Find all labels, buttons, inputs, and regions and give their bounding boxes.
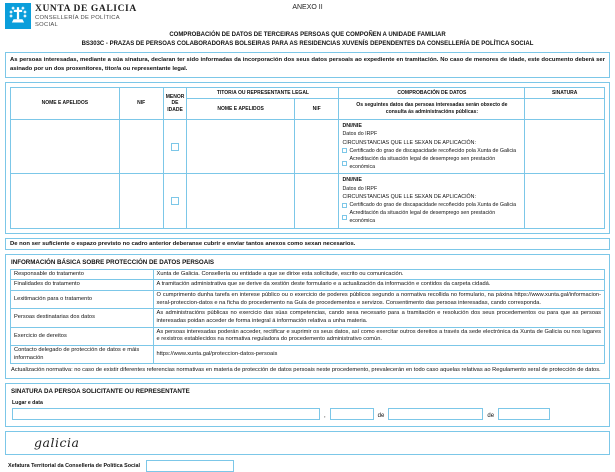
col-header-signature: SINATURA — [525, 88, 605, 99]
protection-row-value: https://www.xunta.gal/proteccion-datos-persoais — [153, 346, 604, 364]
guardian-name-field-row2[interactable] — [187, 174, 295, 228]
overflow-note: De non ser suficiente o espazo previsto no cadro anterior deberanse cubrir e enviar tantos anexos como sexan necesarios. — [5, 238, 610, 250]
protection-row-label: Finalidades do tratamento — [11, 280, 154, 291]
form-title-line2: BS303C - PRAZAS DE PERSOAS COLABORADORAS BOLSEIRAS PARA AS RESIDENCIAS XUVENÍS DEPENDENTES DA CONSELLERÍA DE POLÍTICA SOCIAL — [81, 40, 534, 47]
minor-checkbox-row1[interactable] — [171, 143, 179, 151]
col-header-guardian-group: TITOR/A OU REPRESENTANTE LEGAL — [187, 88, 339, 99]
table-row — [11, 280, 605, 291]
verification-item-irpf: Datos do IRPF — [342, 185, 378, 192]
signature-section-title: SINATURA DA PERSOA SOLICITANTE OU REPRESENTANTE — [11, 387, 190, 395]
xunta-de-galicia-logo-icon — [5, 3, 31, 29]
circumstances-label: CIRCUNSTANCIAS QUE LLE SEXAN DE APLICACIÓN: — [342, 193, 476, 200]
regulation-update-note: Actualización normativa: no caso de existir diferentes referencias normativas en materia de protección de datos persoais neste procedemento, prevalecerán en todo caso aquelas relativas ao Regulamento xeral de protección de datos. — [11, 367, 601, 374]
data-protection-table — [10, 269, 605, 365]
col-header-guardian-nif: NIF — [294, 99, 339, 120]
unemployment-checkbox-row1[interactable] — [342, 161, 347, 166]
place-date-label: Lugar e data — [12, 399, 43, 406]
circumstance-option — [342, 155, 521, 171]
place-input[interactable] — [12, 408, 320, 420]
guardian-name-field-row1[interactable] — [187, 120, 295, 174]
page-header — [5, 3, 610, 30]
place-date-inputs — [12, 408, 605, 420]
table-row — [11, 120, 605, 174]
disability-checkbox-row1[interactable] — [342, 148, 347, 153]
verification-note: Os seguintes datos das persoas interesadas serán obxecto de consulta ás administracións públicas: — [339, 99, 525, 120]
annex-label: ANEXO II — [292, 4, 323, 11]
table-row — [11, 290, 605, 308]
circumstances-label: CIRCUNSTANCIAS QUE LLE SEXAN DE APLICACIÓN: — [342, 139, 476, 146]
protection-row-label: Lexitimación para o tratamento — [11, 290, 154, 308]
protection-row-value: Xunta de Galicia. Consellería ou entidade a que se dirixe esta solicitude, escrito ou comunicación. — [153, 269, 604, 280]
verification-item-dni: DNI/NIE — [342, 123, 362, 130]
data-protection-box — [5, 254, 610, 379]
nif-field-row2[interactable] — [119, 174, 163, 228]
galicia-footer-strip — [5, 431, 610, 455]
minor-checkbox-row2[interactable] — [171, 197, 179, 205]
unemployment-checkbox-row2[interactable] — [342, 215, 347, 220]
protection-row-label: Persoas destinatarias dos datos — [11, 309, 154, 327]
de-separator-1: de — [377, 412, 385, 419]
verification-item-irpf: Datos do IRPF — [342, 131, 378, 138]
form-title-block — [5, 31, 610, 48]
circumstance-label-unemployment: Acreditación da situación legal de desemprego sen prestación económica — [349, 210, 496, 225]
table-row — [11, 309, 605, 327]
signature-field-row1[interactable] — [525, 120, 605, 174]
verification-item-dni: DNI/NIE — [342, 177, 362, 184]
signature-field-row2[interactable] — [525, 174, 605, 228]
applicant-signature-box — [5, 383, 610, 427]
territorial-office-input[interactable] — [146, 460, 234, 472]
protection-row-label: Exercicio de dereitos — [11, 327, 154, 345]
protection-row-value: A tramitación administrativa que se derive da xestión deste formulario e a actualización da información e contidos da carpeta cidadá. — [153, 280, 604, 291]
form-title-line1: COMPROBACIÓN DE DATOS DE TERCEIRAS PERSOAS QUE COMPOÑEN A UNIDADE FAMILIAR — [169, 32, 446, 38]
family-table-box — [5, 82, 610, 233]
circumstance-option — [342, 201, 521, 209]
circumstance-option — [342, 209, 521, 225]
col-header-minor: MENOR DE IDADE — [163, 88, 187, 120]
guardian-nif-field-row2[interactable] — [294, 174, 339, 228]
signature-subheader-empty — [525, 99, 605, 120]
guardian-nif-field-row1[interactable] — [294, 120, 339, 174]
verification-cell-row1 — [339, 120, 525, 174]
year-input[interactable] — [498, 408, 550, 420]
disability-checkbox-row2[interactable] — [342, 203, 347, 208]
protection-row-label: Responsable do tratamento — [11, 269, 154, 280]
circumstance-option — [342, 147, 521, 155]
col-header-guardian-name: NOME E APELIDOS — [187, 99, 295, 120]
table-row — [11, 269, 605, 280]
circumstance-label-disability: Certificado do grao de discapacidade recoñecido pola Xunta de Galicia — [349, 147, 517, 154]
circumstance-label-unemployment: Acreditación da situación legal de desemprego sen prestación económica — [349, 155, 496, 171]
protection-row-value: As administracións públicas no exercicio das súas competencias, cando sexa necesario para a tramitación e resolución dos seus procedementos ou para que as persoas interesadas poidan acceder de forma integral á información relativa a unha materia. — [153, 309, 604, 327]
nif-field-row1[interactable] — [119, 120, 163, 174]
table-row — [11, 346, 605, 364]
recipient-label: Xefatura Territorial da Consellería de Política Social — [8, 462, 141, 469]
family-members-table — [10, 87, 605, 228]
galicia-logo: galicia — [34, 435, 80, 451]
intro-declaration-note: As persoas interesadas, mediante a súa sinatura, declaran ter sido informadas da incorporación dos seus datos persoais ao expediente en tramitación. No caso de menores de idade, este documento deberá ser asinado por un dos proxenitores, titor/a ou representante legal. — [5, 52, 610, 78]
recipient-row — [5, 460, 610, 472]
brand-text — [35, 3, 137, 29]
name-field-row1[interactable] — [11, 120, 120, 174]
month-input[interactable] — [388, 408, 483, 420]
de-separator-2: de — [487, 412, 495, 419]
day-input[interactable] — [330, 408, 374, 420]
comma-separator: , — [324, 412, 326, 419]
protection-row-value: As persoas interesadas poderán acceder, rectificar e suprimir os seus datos, así como exercitar outros dereitos a través da sede electrónica da Xunta de Galicia ou nos lugares e rexistros establecidos na normativa reguladora do procedemento administrativo común. — [153, 327, 604, 345]
protection-row-label: Contacto delegado de protección de datos e máis información — [11, 346, 154, 364]
data-protection-title: INFORMACIÓN BÁSICA SOBRE PROTECCIÓN DE DATOS PERSOAIS — [11, 258, 215, 266]
col-header-name: NOME E APELIDOS — [11, 88, 120, 120]
col-header-verification: COMPROBACIÓN DE DATOS — [339, 88, 525, 99]
table-row — [11, 327, 605, 345]
minor-cell-row1 — [163, 120, 187, 174]
col-header-nif: NIF — [119, 88, 163, 120]
protection-row-value: O cumprimento dunha tarefa en interese público ou o exercicio de poderes públicos segundo a normativa recollida no formulario, na páxina https://www.xunta.gal/informacion-xeral-proteccion-datos e na ficha do procedemento na Guía de procedementos e servizos. Consentimento das persoas interesadas, cando corresponda. — [153, 290, 604, 308]
table-row — [11, 174, 605, 228]
verification-cell-row2 — [339, 174, 525, 228]
name-field-row2[interactable] — [11, 174, 120, 228]
circumstance-label-disability: Certificado do grao de discapacidade recoñecido pola Xunta de Galicia — [349, 201, 517, 208]
org-name: XUNTA DE GALICIA — [35, 4, 137, 14]
org-department: CONSELLERÍA DE POLÍTICA SOCIAL — [35, 15, 120, 29]
minor-cell-row2 — [163, 174, 187, 228]
